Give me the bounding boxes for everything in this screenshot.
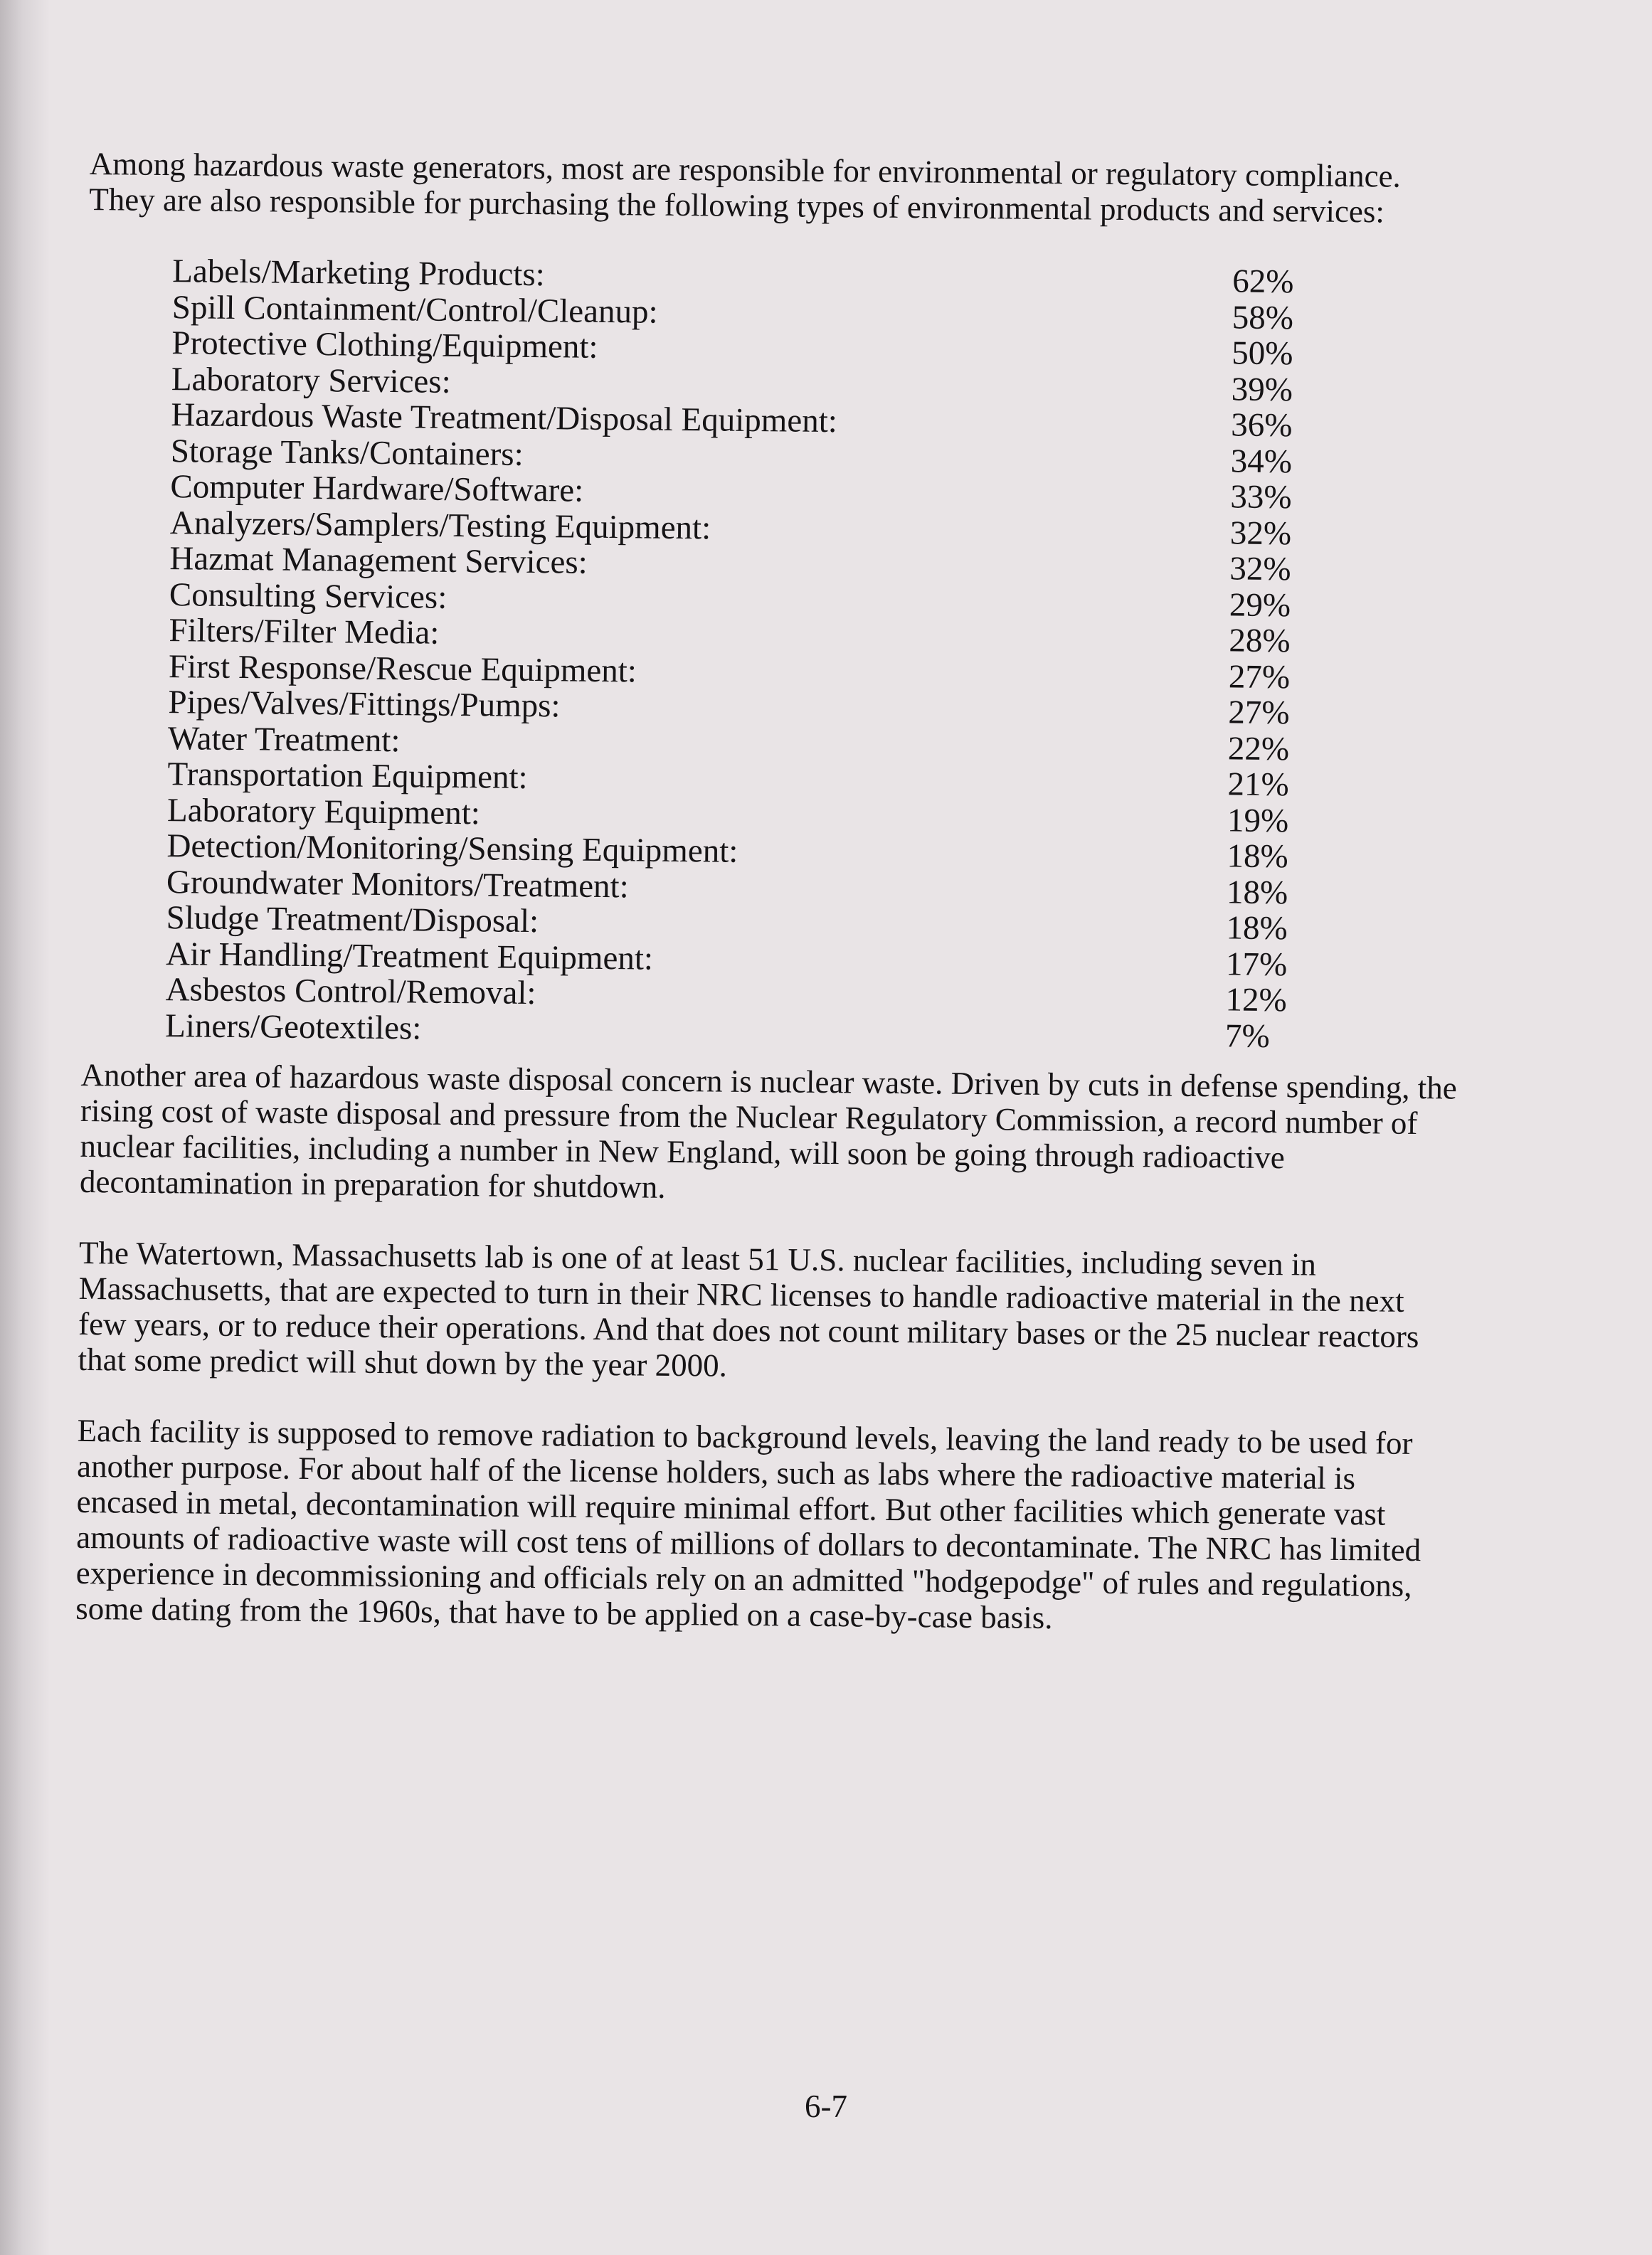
product-percentage: 18%	[1226, 873, 1288, 911]
product-label: Sludge Treatment/Disposal:	[166, 899, 539, 940]
page-number: 6-7	[805, 2089, 847, 2124]
product-label: Consulting Services:	[169, 575, 448, 616]
product-label: Transportation Equipment:	[167, 755, 528, 796]
product-percentage: 36%	[1231, 406, 1293, 445]
product-percentage: 18%	[1227, 837, 1288, 876]
page-content	[75, 146, 1470, 1640]
product-percentage: 33%	[1230, 478, 1292, 516]
product-label: Groundwater Monitors/Treatment:	[166, 863, 629, 905]
product-label: Labels/Marketing Products:	[172, 253, 545, 294]
product-label: Asbestos Control/Removal:	[165, 971, 536, 1012]
product-label: Water Treatment:	[167, 719, 401, 759]
product-percentage: 18%	[1226, 909, 1288, 948]
product-label: Protective Clothing/Equipment:	[171, 324, 598, 366]
intro-paragraph: Among hazardous waste generators, most are responsible for environmental or regulatory compliance. They are also responsible for purchasing the following types of environmental products and services:	[89, 146, 1402, 230]
product-percentage: 21%	[1227, 765, 1289, 804]
decontamination-paragraph: Each facility is supposed to remove radiation to background levels, leaving the land ready to be used for another purpose. For about half of the license holders, such as labs where the radioactive material is encased in metal, decontamination will require minimal effort. But other facilities which generate vast amounts of radioactive waste will cost tens of millions of dollars to decontaminate. The NRC has limited experience in decommissioning and officials rely on an admitted "hodgepodge" of rules and regulations, some dating from the 1960s, that have to be applied on a case-by-case basis.	[75, 1412, 1421, 1636]
product-percentage: 62%	[1232, 262, 1294, 301]
product-percentage: 39%	[1231, 370, 1293, 408]
product-label: Spill Containment/Control/Cleanup:	[171, 288, 658, 331]
page-binding-shadow	[0, 0, 50, 2255]
product-label: Computer Hardware/Software:	[170, 468, 584, 509]
product-percentage: 29%	[1229, 585, 1291, 624]
product-percentage: 17%	[1225, 945, 1288, 983]
product-label: Detection/Monitoring/Sensing Equipment:	[166, 827, 738, 870]
product-label: Laboratory Services:	[171, 360, 451, 400]
product-percentage: 32%	[1229, 550, 1291, 588]
product-percentage: 34%	[1230, 442, 1293, 480]
product-percentage: 7%	[1224, 1017, 1270, 1055]
watertown-paragraph: The Watertown, Massachusetts lab is one of at least 51 U.S. nuclear facilities, including seven in Massachusetts, that are expected to turn in their NRC licenses to handle radioactive material in the next few years, or to reduce their operations. And that does not count military bases or the 25 nuclear reactors that some predict will shut down by the year 2000.	[78, 1234, 1419, 1384]
product-percentage: 32%	[1229, 514, 1292, 552]
product-percentage: 27%	[1228, 657, 1291, 696]
product-list	[165, 253, 1311, 1054]
product-label: Filters/Filter Media:	[169, 612, 440, 652]
product-label: Liners/Geotextiles:	[164, 1007, 422, 1047]
product-percentage: 22%	[1227, 729, 1290, 768]
product-label: Hazmat Management Services:	[169, 540, 588, 581]
product-label: First Response/Rescue Equipment:	[168, 647, 637, 689]
product-label: Analyzers/Samplers/Testing Equipment:	[169, 504, 711, 546]
product-percentage: 50%	[1232, 334, 1293, 373]
product-label: Pipes/Valves/Fittings/Pumps:	[168, 684, 561, 725]
nuclear-waste-paragraph: Another area of hazardous waste disposal concern is nuclear waste. Driven by cuts in defense spending, the rising cost of waste disposal and pressure from the Nuclear Regulatory Commission, a record number of nuclear facilities, including a number in New England, will soon be going through radioactive decontamination in preparation for shutdown.	[79, 1056, 1457, 1205]
product-percentage: 58%	[1232, 298, 1294, 336]
product-label: Laboratory Equipment:	[166, 791, 481, 832]
product-label: Air Handling/Treatment Equipment:	[165, 935, 654, 977]
product-label: Hazardous Waste Treatment/Disposal Equipment:	[171, 396, 838, 440]
product-percentage: 28%	[1229, 622, 1291, 660]
product-percentage: 27%	[1228, 694, 1290, 732]
product-percentage: 19%	[1227, 801, 1289, 839]
product-percentage: 12%	[1225, 981, 1287, 1019]
product-label: Storage Tanks/Containers:	[170, 432, 524, 473]
